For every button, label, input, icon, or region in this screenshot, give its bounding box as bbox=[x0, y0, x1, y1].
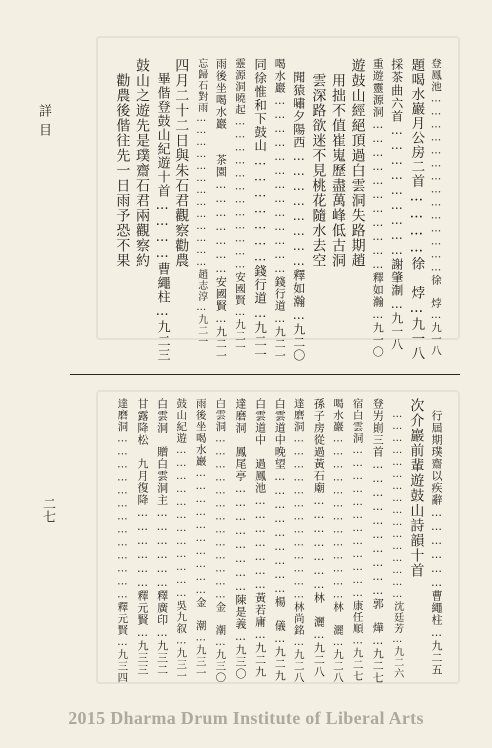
toc-entry: 聞猿嘯夕陽西……………………釋如瀚…九二〇 bbox=[291, 58, 306, 362]
toc-entry: 忘歸石對雨…………………………………趙志淳…九二一 bbox=[195, 58, 207, 347]
page-number: 二七 bbox=[40, 497, 55, 523]
toc-entry: 白雲洞…………………………………金 潮…九三〇 bbox=[214, 398, 227, 684]
section-divider bbox=[70, 374, 460, 375]
toc-entry: 用拙不值崔嵬歷盡萬峰低古洞 bbox=[330, 58, 346, 268]
watermark-text: 2015 Dharma Drum Institute of Liberal Arts bbox=[68, 708, 424, 728]
toc-entry: 白雲洞 贈白雲洞主………………釋廣印…九三二 bbox=[155, 398, 169, 676]
toc-entry: 宿白雲洞………………………………康任順…九二七 bbox=[351, 398, 364, 682]
toc-entry: 重遊靈源洞……………………………釋如瀚…九一〇 bbox=[371, 58, 385, 358]
toc-entry: 勸農後偕往先一日雨予恐不果 bbox=[114, 58, 131, 268]
toc-entry: 喝水巖…………………………………林 灑…九二八 bbox=[332, 398, 344, 684]
toc-entry: 喝水巖…………………………………錢行道…九二一 bbox=[273, 58, 287, 362]
toc-entry: 甘露降松 九月復降………………釋元賢…九三三 bbox=[136, 398, 149, 676]
toc-entry: 孫子房從過黃石廟…………………林 灑…九二八 bbox=[312, 398, 326, 678]
toc-entry: …………………………………………沈廷芳…九二六 bbox=[391, 398, 403, 679]
toc-entry: 雨後坐喝水巖 茶園…………………安國賢…九二一 bbox=[214, 58, 228, 362]
toc-entry: 行屆期璞齋以疾辭………………曹繩柱…九二五 bbox=[430, 398, 443, 676]
toc-entry: 鼓山紀遊………………………………吳九叙…九三一 bbox=[175, 398, 188, 682]
toc-entry: 鼓山之遊先是璞齋石君兩觀察約 bbox=[134, 58, 150, 268]
toc-entry: 白雲道中 過鳳池…………………黃若庸…九二九 bbox=[253, 398, 267, 678]
toc-entry: 同徐惟和下鼓山…………………錢行道…九二一 bbox=[252, 58, 268, 362]
toc-entry: 白雲道中晚望………………………楊 儀…九二九 bbox=[273, 398, 287, 682]
toc-entry: 靈源洞曉起………………………………安國賢…九二一 bbox=[234, 58, 246, 354]
toc-entry: 達磨洞…………………………………釋元賢…九三四 bbox=[116, 398, 129, 684]
toc-entry: 雲深路欲迷不見桃花隨水去空 bbox=[310, 58, 327, 268]
section-header: 詳目 bbox=[36, 104, 51, 142]
toc-entry: 畢偕登鼓山紀遊十首…………曹繩柱…九二三 bbox=[154, 58, 170, 362]
toc-entry: 題喝水巖月公房二首…………徐 㶿…九一八 bbox=[408, 58, 425, 361]
toc-entry: 採茶曲六首………………………謝肇淛…九一八 bbox=[389, 58, 404, 351]
toc-entry: 四月二十二日與朱石君觀察勸農 bbox=[173, 58, 190, 268]
toc-entry: 達磨洞 鳳尾亭……………………陳是義…九三〇 bbox=[234, 398, 247, 680]
toc-entry: 達磨洞…………………………………林尚銘…九二八 bbox=[292, 398, 305, 684]
toc-entry: 次介巖前輩遊鼓山詩韻十首 bbox=[408, 398, 425, 578]
toc-entry: 登屴崱三首…………………………郭 燁…九二七 bbox=[371, 398, 385, 684]
toc-entry: 遊鼓山經絕頂過白雲洞失路期趙 bbox=[349, 58, 366, 268]
toc-entry: 登鳳池……………………………………徐 㶿…九一八 bbox=[430, 58, 442, 357]
toc-entry: 雨後坐喝水巖…………………………金 潮…九三一 bbox=[194, 398, 207, 679]
